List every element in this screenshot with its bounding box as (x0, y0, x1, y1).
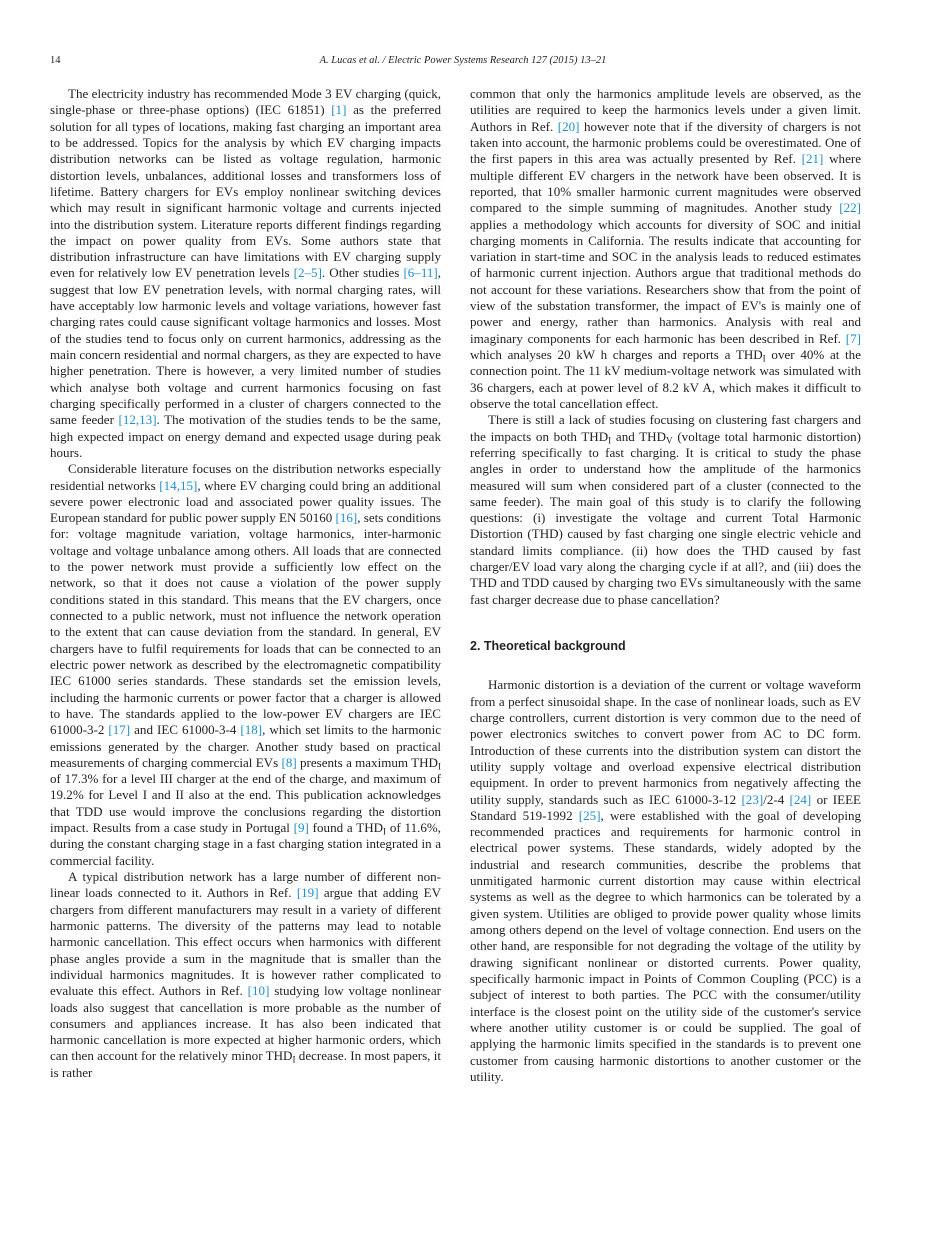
text-run: of 11.6%, during the constant charging stage in a fast charging station integrated in a commercial facility. (50, 820, 442, 868)
citation-link[interactable]: [2–5] (293, 265, 322, 281)
text-run: which analyses 20 kW h charges and reports a THD (470, 347, 763, 362)
paragraph (50, 86, 441, 461)
left-column (50, 86, 441, 1081)
paragraph (470, 412, 861, 608)
citation-link[interactable]: [8] (281, 754, 297, 770)
text-run: argue that adding EV chargers from different manufacturers may result in a variety of different harmonic patterns. The diversity of the patterns may lead to notable harmonic cancellation. This effect occurs when harmonics with different phase angles provide a sum in the magnitude that is smaller than the individual harmonics magnitudes. It is however rather complicated to evaluate this effect. Authors in Ref. (50, 885, 441, 999)
citation-link[interactable]: [17] (108, 722, 131, 738)
citation-link[interactable]: [18] (240, 722, 263, 738)
text-run: as the preferred solution for all types of locations, making fast charging an important area to be addressed. Topics for the analysis by which EV charging impacts distribution networks can be listed as voltage regulation, harmonic distortion levels, unbalances, additional losses and transformers loss of lifetime. Battery chargers for EVs employ nonlinear switching devices which may result in significant harmonic voltage and currents injected into the distribution system. Literature reports different findings regarding the impact on power quality from EVs. Some authors state that distribution infrastructure can have limitations with EV charging supply even for relatively low EV penetration levels (50, 102, 441, 281)
citation-link[interactable]: [12,13] (118, 412, 157, 428)
citation-link[interactable]: [19] (296, 885, 319, 901)
citation-link[interactable]: [10] (247, 983, 270, 999)
text-run: (voltage total harmonic distortion) referring specifically to fast charging. It is critical to study the phase angles in order to understand how the amplitude of the harmonics measured will sum when considered part of a cluster (connected to the same feeder). The main goal of this study is to clarify the following questions: (i) investigate the voltage and current Total Harmonic Distortion (THD) caused by fast charging one single electric vehicle and standard limits compliance. (ii) how does the THD caused by fast charger/EV load vary along the charging cycle if at all?, and (iii) does the THD and TDD caused by charging two EVs simultaneously with the same fast charger decrease due to phase cancellation? (470, 428, 861, 607)
citation-link[interactable]: [7] (845, 330, 861, 346)
page-number: 14 (50, 55, 61, 66)
section-heading: 2. Theoretical background (470, 639, 626, 653)
citation-link[interactable]: [24] (789, 791, 812, 807)
text-run: and IEC 61000-3-4 (130, 722, 241, 738)
text-run: The electricity industry has recommended Mode 3 EV charging (quick, single-phase or three-phase options) (IEC 61851) (50, 86, 441, 118)
text-run: where multiple different EV chargers in the network have been observed. It is reported, that 10% smaller harmonic current magnitudes were observed compared to the simple summing of magnitudes. Another study (470, 151, 861, 216)
citation-link[interactable]: [16] (335, 510, 358, 526)
text-run: Harmonic distortion is a deviation of the current or voltage waveform from a perfect sinusoidal shape. In the case of nonlinear loads, such as EV charge controllers, current distortion is very common due to the need of power electronics switches to convert power from AC to DC form. Introduction of these currents into the distribution system can distort the utility supply voltage and overload expensive electrical distribution equipment. In order to prevent harmonics from negatively affecting the utility supply, standards such as IEC 61000-3-12 (470, 677, 861, 807)
text-run: over 40% at the connection point. The 11 kV medium-voltage network was simulated with 36 chargers, each at power level of 8.2 kV A, which makes it difficult to observe the total cancellation effect. (470, 347, 862, 411)
subscript: I (762, 353, 766, 364)
subscript: V (666, 434, 673, 445)
text-run: Considerable literature focuses on the distribution networks especially residential networks (50, 461, 441, 493)
text-run: applies a methodology which accounts for diversity of SOC and initial charging moments in California. The results indicate that accounting for variation in start-time and SOC in the analysis leads to reduced estimates of harmonic current injection. Authors argue that traditional methods do not account for these variations. Researchers show that from the point of view of the substation transformer, the impact of EV's is mainly one of power and energy, rather than harmonics. Analysis with real and imaginary components for each harmonic has been described in Ref. (470, 216, 861, 346)
paragraph (50, 869, 441, 1081)
paragraph (470, 86, 861, 412)
citation-link[interactable]: [9] (293, 820, 309, 836)
subscript: I (383, 826, 387, 837)
text-run: . The motivation of the studies tends to be the same, high expected impact on energy demand and expected usage during peak hours. (50, 412, 441, 460)
text-run: however note that if the diversity of chargers is not taken into account, the harmonic problems could be overestimated. One of the first papers in this area was actually presented by Ref. (470, 118, 861, 167)
citation-link[interactable]: [14,15] (159, 477, 198, 493)
subscript: I (437, 761, 441, 772)
text-run: /2-4 (763, 791, 790, 807)
right-column (470, 86, 861, 1085)
text-run: , sets conditions for: voltage magnitude variation, voltage harmonics, inter-harmonic voltage and voltage unbalance among others. All loads that are connected to the power network must provide a sufficiently low effect on the network, so that it does not cause a violation of the power supply conditions stated in this standard. This means that the EV chargers, once connected to a public network, must not influence the network operation to the extent that can cause deviation from the standard. In general, EV chargers have to fulfil requirements for loads that can be connected to an electric power network as described by the electromagnetic compatibility IEC 61000 series standards. These standards set the emission levels, including the harmonic currents or power factor that a charger is allowed to have. The standards applied to the low-power EV chargers are IEC 61000-3-2 (50, 510, 441, 738)
citation-link[interactable]: [25] (578, 807, 601, 823)
text-run: common that only the harmonics amplitude levels are observed, as the utilities are required to keep the harmonics levels under a given limit. Authors in Ref. (470, 86, 861, 134)
paragraph (470, 677, 861, 1085)
text-run: , suggest that low EV penetration levels, with normal charging rates, will have acceptably low harmonic levels and voltage variations, however fast charging rates could cause significant voltage harmonics and losses. Most of the studies tend to focus only on current harmonics, addressing as the main concern residential and normal chargers, as they are expected to have higher penetration. There is however, a very limited number of studies which analyse both voltage and current harmonics focusing on fast charging specifically performed in a cluster of chargers connected to the same feeder (50, 265, 442, 428)
text-run: of 17.3% for a level III charger at the end of the charge, and maximum of 19.2% for Level I and II also at the end. This publication acknowledges that TDD use would improve the conclusions regarding the distortion impact. Results from a case study in Portugal (50, 771, 441, 836)
text-run: , which set limits to the harmonic emissions generated by the charger. Another study based on practical measurements of charging commercial EVs (50, 722, 441, 770)
text-run: studying low voltage nonlinear loads also suggest that cancellation is more probable as the number of consumers and appliances increase. It has also been indicated that harmonic cancellation is more expected at higher harmonic orders, which can then account for the relatively minor THD (50, 983, 441, 1064)
text-run: decrease. In most papers, it is rather (50, 1048, 441, 1080)
running-header (0, 55, 926, 71)
text-run: There is still a lack of studies focusing on clustering fast chargers and the impacts on both THD (470, 412, 861, 444)
subscript: I (292, 1054, 296, 1065)
subscript: I (608, 434, 612, 445)
text-run: , where EV charging could bring an additional severe power electronic load and associated power quality issues. The European standard for public power supply EN 50160 (50, 477, 441, 526)
journal-citation-line: A. Lucas et al. / Electric Power Systems Research 127 (2015) 13–21 (319, 55, 607, 66)
citation-link[interactable]: [20] (557, 118, 580, 134)
text-run: or IEEE Standard 519-1992 (470, 791, 862, 823)
text-run: . Other studies (321, 265, 404, 281)
citation-link[interactable]: [22] (839, 200, 861, 216)
text-run: found a THD (308, 820, 384, 836)
citation-link[interactable]: [1] (331, 102, 347, 118)
text-run: , were established with the goal of developing recommended practices and requirements for harmonic control in electrical power systems. These standards, widely adopted by the industrial and research communities, describe the problems that unmitigated harmonic current distortion may cause within electrical systems as well as the degree to which harmonics can be tolerated by a given system. Utilities are obliged to provide power quality whose limits among others depend on the level of voltage connection. End users on the other hand, are responsible for not degrading the voltage of the utility by drawing significant nonlinear or distorted currents. Power quality, specifically harmonic impact in Points of Common Coupling (PCC) is a subject of interest to both parties. The PCC with the consumer/utility interface is the closest point on the utility side of the customer's service where another utility customer is or could be supplied. The goal of applying the harmonic limits specified in the standards is to prevent one customer from causing harmonic distortions to another customer or the utility. (470, 807, 861, 1084)
paragraph (50, 461, 441, 869)
citation-link[interactable]: [6–11] (403, 265, 438, 281)
text-run: A typical distribution network has a large number of different non-linear loads connected to it. Authors in Ref. (50, 869, 441, 901)
citation-link[interactable]: [23] (741, 791, 764, 807)
citation-link[interactable]: [21] (801, 151, 824, 167)
text-run: presents a maximum THD (296, 754, 438, 770)
text-run: and THD (611, 428, 667, 444)
